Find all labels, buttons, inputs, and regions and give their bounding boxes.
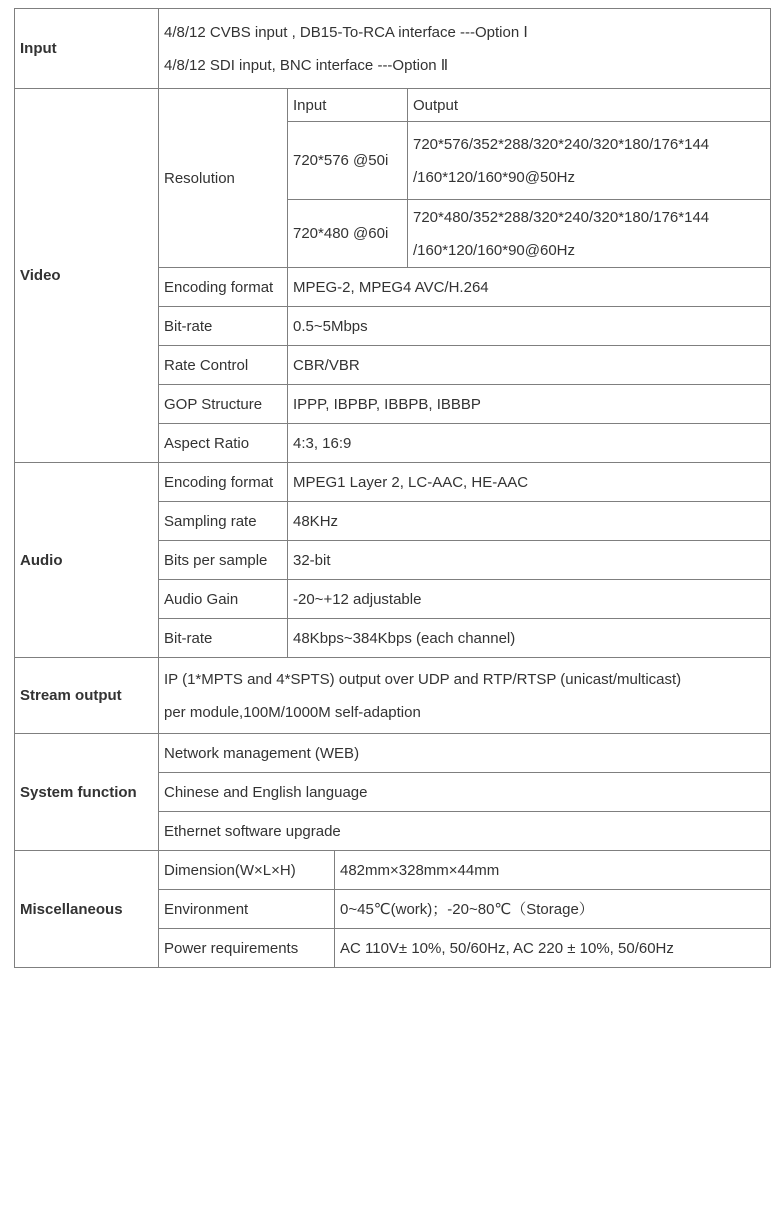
resolution-header-input: Input xyxy=(288,89,408,122)
audio-row-value-sampling-rate: 48KHz xyxy=(288,502,771,541)
video-row-label-bit-rate: Bit-rate xyxy=(159,307,288,346)
input-options-cell xyxy=(159,9,771,89)
video-row-value-gop-structure: IPPP, IBPBP, IBBPB, IBBBP xyxy=(288,385,771,424)
input-option-1: 4/8/12 CVBS input , DB15-To-RCA interface ---Option Ⅰ xyxy=(164,23,528,41)
audio-row-value-bits-per-sample: 32-bit xyxy=(288,541,771,580)
section-label-video: Video xyxy=(15,89,159,463)
resolution-output-60hz-line1: 720*480/352*288/320*240/320*180/176*144 xyxy=(413,208,710,226)
resolution-input-50i: 720*576 @50i xyxy=(288,122,408,200)
system-function-row-language: Chinese and English language xyxy=(159,773,771,812)
resolution-output-60hz xyxy=(408,200,771,268)
section-label-system-function: System function xyxy=(15,734,159,851)
resolution-output-50hz xyxy=(408,122,771,200)
audio-row-label-bits-per-sample: Bits per sample xyxy=(159,541,288,580)
section-label-miscellaneous: Miscellaneous xyxy=(15,851,159,968)
stream-output-line1: IP (1*MPTS and 4*SPTS) output over UDP and RTP/RTSP (unicast/multicast) xyxy=(164,670,682,688)
misc-row-label-power-requirements: Power requirements xyxy=(159,929,335,968)
section-label-stream-output: Stream output xyxy=(15,658,159,734)
system-function-row-software-upgrade: Ethernet software upgrade xyxy=(159,812,771,851)
audio-row-label-sampling-rate: Sampling rate xyxy=(159,502,288,541)
section-label-input: Input xyxy=(15,9,159,89)
stream-output-cell xyxy=(159,658,771,734)
video-row-value-bit-rate: 0.5~5Mbps xyxy=(288,307,771,346)
input-option-2: 4/8/12 SDI input, BNC interface ---Option Ⅱ xyxy=(164,56,449,74)
video-row-value-encoding-format: MPEG-2, MPEG4 AVC/H.264 xyxy=(288,268,771,307)
spec-table xyxy=(14,8,771,968)
misc-row-value-dimension: 482mm×328mm×44mm xyxy=(335,851,771,890)
audio-row-value-encoding-format: MPEG1 Layer 2, LC-AAC, HE-AAC xyxy=(288,463,771,502)
misc-row-label-environment: Environment xyxy=(159,890,335,929)
audio-row-value-audio-gain: -20~+12 adjustable xyxy=(288,580,771,619)
misc-row-value-environment: 0~45℃(work)；-20~80℃（Storage） xyxy=(335,890,771,929)
stream-output-line2: per module,100M/1000M self-adaption xyxy=(164,703,421,721)
resolution-input-60i: 720*480 @60i xyxy=(288,200,408,268)
audio-row-label-bit-rate: Bit-rate xyxy=(159,619,288,658)
resolution-output-60hz-line2: /160*120/160*90@60Hz xyxy=(413,241,576,259)
audio-row-label-encoding-format: Encoding format xyxy=(159,463,288,502)
section-label-audio: Audio xyxy=(15,463,159,658)
video-row-value-rate-control: CBR/VBR xyxy=(288,346,771,385)
video-row-label-encoding-format: Encoding format xyxy=(159,268,288,307)
audio-row-value-bit-rate: 48Kbps~384Kbps (each channel) xyxy=(288,619,771,658)
video-row-value-aspect-ratio: 4:3, 16:9 xyxy=(288,424,771,463)
resolution-header-output: Output xyxy=(408,89,771,122)
misc-row-label-dimension: Dimension(W×L×H) xyxy=(159,851,335,890)
video-row-label-aspect-ratio: Aspect Ratio xyxy=(159,424,288,463)
resolution-output-50hz-line1: 720*576/352*288/320*240/320*180/176*144 xyxy=(413,135,710,153)
video-row-label-gop-structure: GOP Structure xyxy=(159,385,288,424)
audio-row-label-audio-gain: Audio Gain xyxy=(159,580,288,619)
video-row-label-rate-control: Rate Control xyxy=(159,346,288,385)
misc-row-value-power-requirements: AC 110V± 10%, 50/60Hz, AC 220 ± 10%, 50/60Hz xyxy=(335,929,771,968)
system-function-row-network-management: Network management (WEB) xyxy=(159,734,771,773)
video-resolution-label: Resolution xyxy=(159,89,288,268)
resolution-output-50hz-line2: /160*120/160*90@50Hz xyxy=(413,168,576,186)
